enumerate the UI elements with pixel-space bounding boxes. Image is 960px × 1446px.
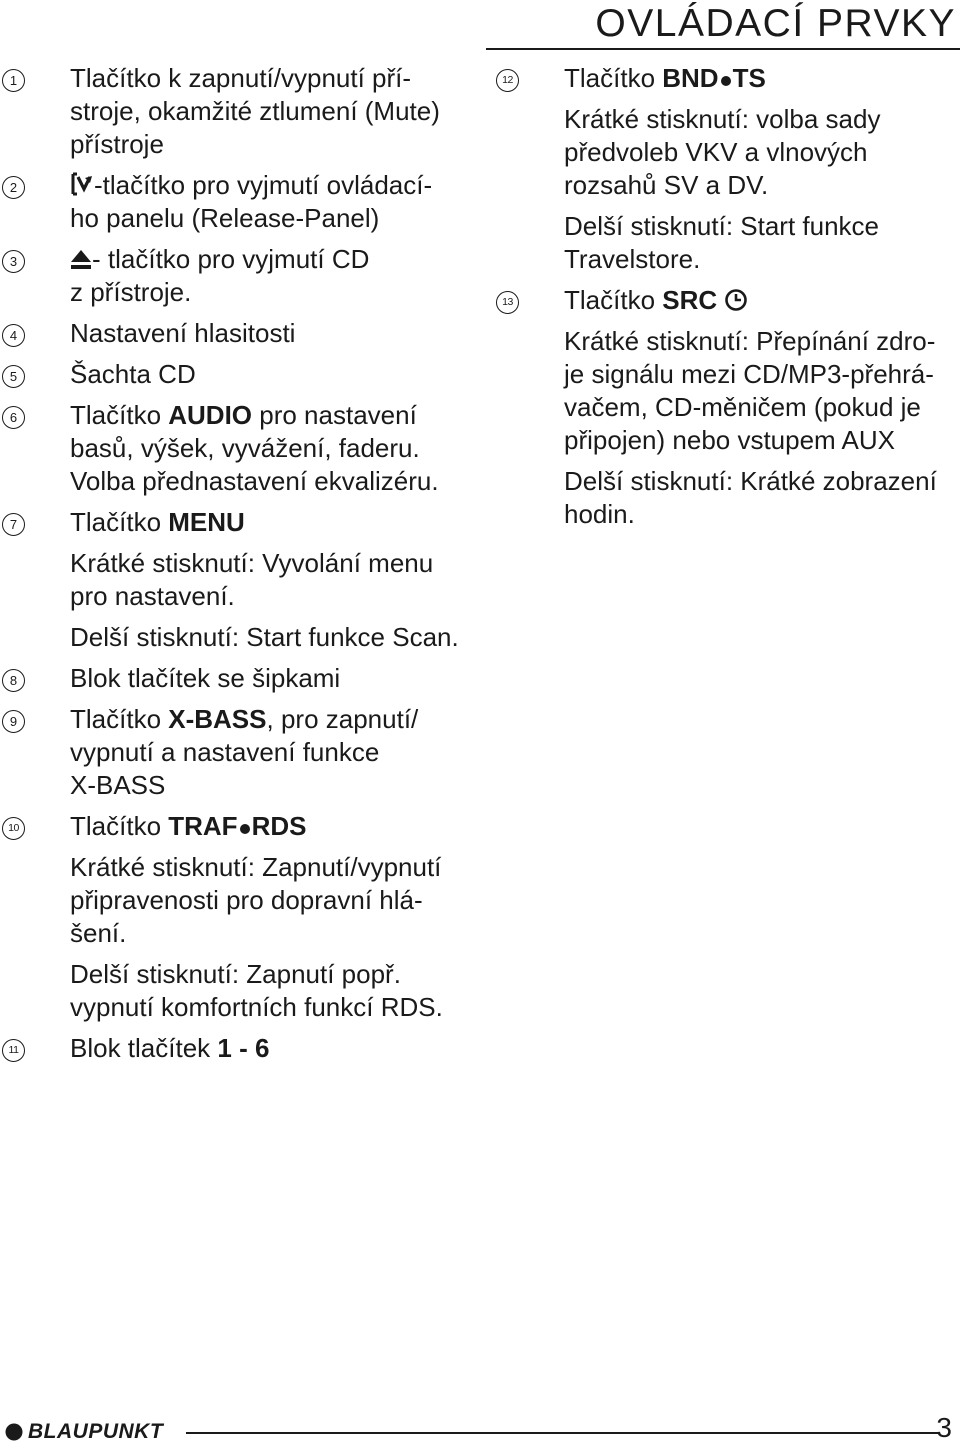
item-text bbox=[564, 284, 960, 317]
item-text bbox=[70, 1032, 470, 1065]
item-text: stroje, okamžité ztlumení (Mute) bbox=[70, 96, 440, 126]
item-text: Volba přednastavení ekvalizéru. bbox=[70, 466, 439, 496]
item-text: je signálu mezi CD/MP3-přehrá- bbox=[564, 359, 934, 389]
item-text-segment: Blok tlačítek bbox=[70, 1033, 218, 1063]
item-text: Delší stisknutí: Krátké zobrazení bbox=[564, 466, 937, 496]
list-item bbox=[0, 506, 470, 654]
clock-icon bbox=[724, 288, 748, 312]
item-text-segment: Tlačítko bbox=[70, 507, 169, 537]
item-text bbox=[564, 62, 960, 95]
item-number: 7 bbox=[2, 513, 25, 536]
item-text: Krátké stisknutí: Přepínání zdro- bbox=[564, 326, 936, 356]
item-text: Delší stisknutí: Start funkce bbox=[564, 211, 880, 241]
item-text: X-BASS bbox=[70, 770, 166, 800]
item-text bbox=[70, 810, 470, 843]
item-number: 8 bbox=[2, 669, 25, 692]
item-text: šení. bbox=[70, 918, 127, 948]
item-text: z přístroje. bbox=[70, 277, 192, 307]
item-number: 5 bbox=[2, 365, 25, 388]
description bbox=[70, 958, 470, 1024]
item-text bbox=[70, 399, 470, 432]
item-text: Travelstore. bbox=[564, 244, 701, 274]
item-text: pro nastavení. bbox=[70, 581, 235, 611]
item-text: vačem, CD-měničem (pokud je bbox=[564, 392, 921, 422]
button-label: BND bbox=[662, 63, 719, 93]
button-label: MENU bbox=[168, 507, 245, 537]
list-item bbox=[0, 810, 470, 1024]
description bbox=[70, 851, 470, 950]
item-text: basů, výšek, vyvážení, faderu. bbox=[70, 433, 420, 463]
button-label: SRC bbox=[662, 285, 718, 315]
list-item bbox=[0, 358, 470, 391]
list-item bbox=[0, 243, 470, 309]
list-item bbox=[0, 169, 470, 235]
item-text: přístroje bbox=[70, 129, 164, 159]
item-text-segment: , pro zapnutí/ bbox=[266, 704, 419, 734]
item-text: Tlačítko k zapnutí/vypnutí pří- bbox=[70, 63, 412, 93]
list-item bbox=[0, 317, 470, 350]
item-number: 13 bbox=[496, 291, 519, 314]
item-text bbox=[70, 703, 470, 736]
description bbox=[564, 465, 960, 531]
item-number: 4 bbox=[2, 324, 25, 347]
item-text: připojen) nebo vstupem AUX bbox=[564, 425, 895, 455]
description bbox=[564, 325, 960, 457]
item-text: předvoleb VKV a vlnových bbox=[564, 137, 868, 167]
button-label: RDS bbox=[251, 811, 307, 841]
item-number: 10 bbox=[2, 817, 25, 840]
list-item bbox=[0, 399, 470, 498]
list-item bbox=[0, 1032, 470, 1065]
button-label: 1 - 6 bbox=[217, 1033, 270, 1063]
list-item bbox=[0, 703, 470, 802]
brand-name: BLAUPUNKT bbox=[28, 1420, 164, 1443]
description bbox=[70, 547, 470, 613]
item-text bbox=[70, 169, 470, 202]
bullet-dot-icon bbox=[238, 818, 252, 838]
description bbox=[564, 103, 960, 202]
item-text: Krátké stisknutí: Zapnutí/vypnutí bbox=[70, 852, 442, 882]
item-text bbox=[70, 243, 470, 276]
description bbox=[564, 210, 960, 276]
release-panel-icon bbox=[70, 171, 94, 197]
item-text-segment: Tlačítko bbox=[564, 285, 663, 315]
item-text-segment: Tlačítko bbox=[564, 63, 663, 93]
item-text: hodin. bbox=[564, 499, 635, 529]
item-text: Krátké stisknutí: volba sady bbox=[564, 104, 881, 134]
item-text: připravenosti pro dopravní hlá- bbox=[70, 885, 423, 915]
item-text-segment: Tlačítko bbox=[70, 400, 169, 430]
item-text-segment: - tlačítko pro vyjmutí CD bbox=[92, 244, 370, 274]
item-text: Blok tlačítek se šipkami bbox=[70, 663, 341, 693]
button-label: TS bbox=[732, 63, 766, 93]
item-text bbox=[70, 506, 470, 539]
list-item bbox=[494, 284, 960, 531]
list-item bbox=[0, 662, 470, 695]
button-label: TRAF bbox=[168, 811, 238, 841]
item-text: vypnutí a nastavení funkce bbox=[70, 737, 380, 767]
item-text-segment: Tlačítko bbox=[70, 704, 169, 734]
item-text-segment: Tlačítko bbox=[70, 811, 169, 841]
item-number: 1 bbox=[2, 69, 25, 92]
button-label: X-BASS bbox=[168, 704, 267, 734]
page-number: 3 bbox=[936, 1412, 952, 1443]
page-title: OVLÁDACÍ PRVKY bbox=[486, 0, 960, 50]
brand-logo bbox=[4, 1420, 163, 1444]
controls-list-left bbox=[0, 62, 470, 1073]
item-text: Šachta CD bbox=[70, 359, 196, 389]
controls-list-right bbox=[494, 62, 960, 539]
item-text: vypnutí komfortních funkcí RDS. bbox=[70, 992, 443, 1022]
item-text-segment: pro nastavení bbox=[252, 400, 417, 430]
item-number: 3 bbox=[2, 250, 25, 273]
item-number: 6 bbox=[2, 406, 25, 429]
footer-divider bbox=[186, 1432, 940, 1434]
item-text: Delší stisknutí: Start funkce Scan. bbox=[70, 622, 459, 652]
item-text: Krátké stisknutí: Vyvolání menu bbox=[70, 548, 434, 578]
item-number: 11 bbox=[2, 1039, 25, 1062]
item-number: 9 bbox=[2, 710, 25, 733]
item-text: Nastavení hlasitosti bbox=[70, 318, 296, 348]
eject-icon bbox=[70, 247, 92, 271]
item-text: ho panelu (Release-Panel) bbox=[70, 203, 380, 233]
item-text-segment: -tlačítko pro vyjmutí ovládací- bbox=[94, 170, 433, 200]
list-item bbox=[494, 62, 960, 276]
list-item bbox=[0, 62, 470, 161]
item-number: 12 bbox=[496, 69, 519, 92]
item-text: rozsahů SV a DV. bbox=[564, 170, 769, 200]
brand-dot-icon bbox=[4, 1422, 24, 1442]
item-number: 2 bbox=[2, 176, 25, 199]
item-text: Delší stisknutí: Zapnutí popř. bbox=[70, 959, 401, 989]
description bbox=[70, 621, 470, 654]
bullet-dot-icon bbox=[719, 70, 733, 90]
button-label: AUDIO bbox=[168, 400, 253, 430]
